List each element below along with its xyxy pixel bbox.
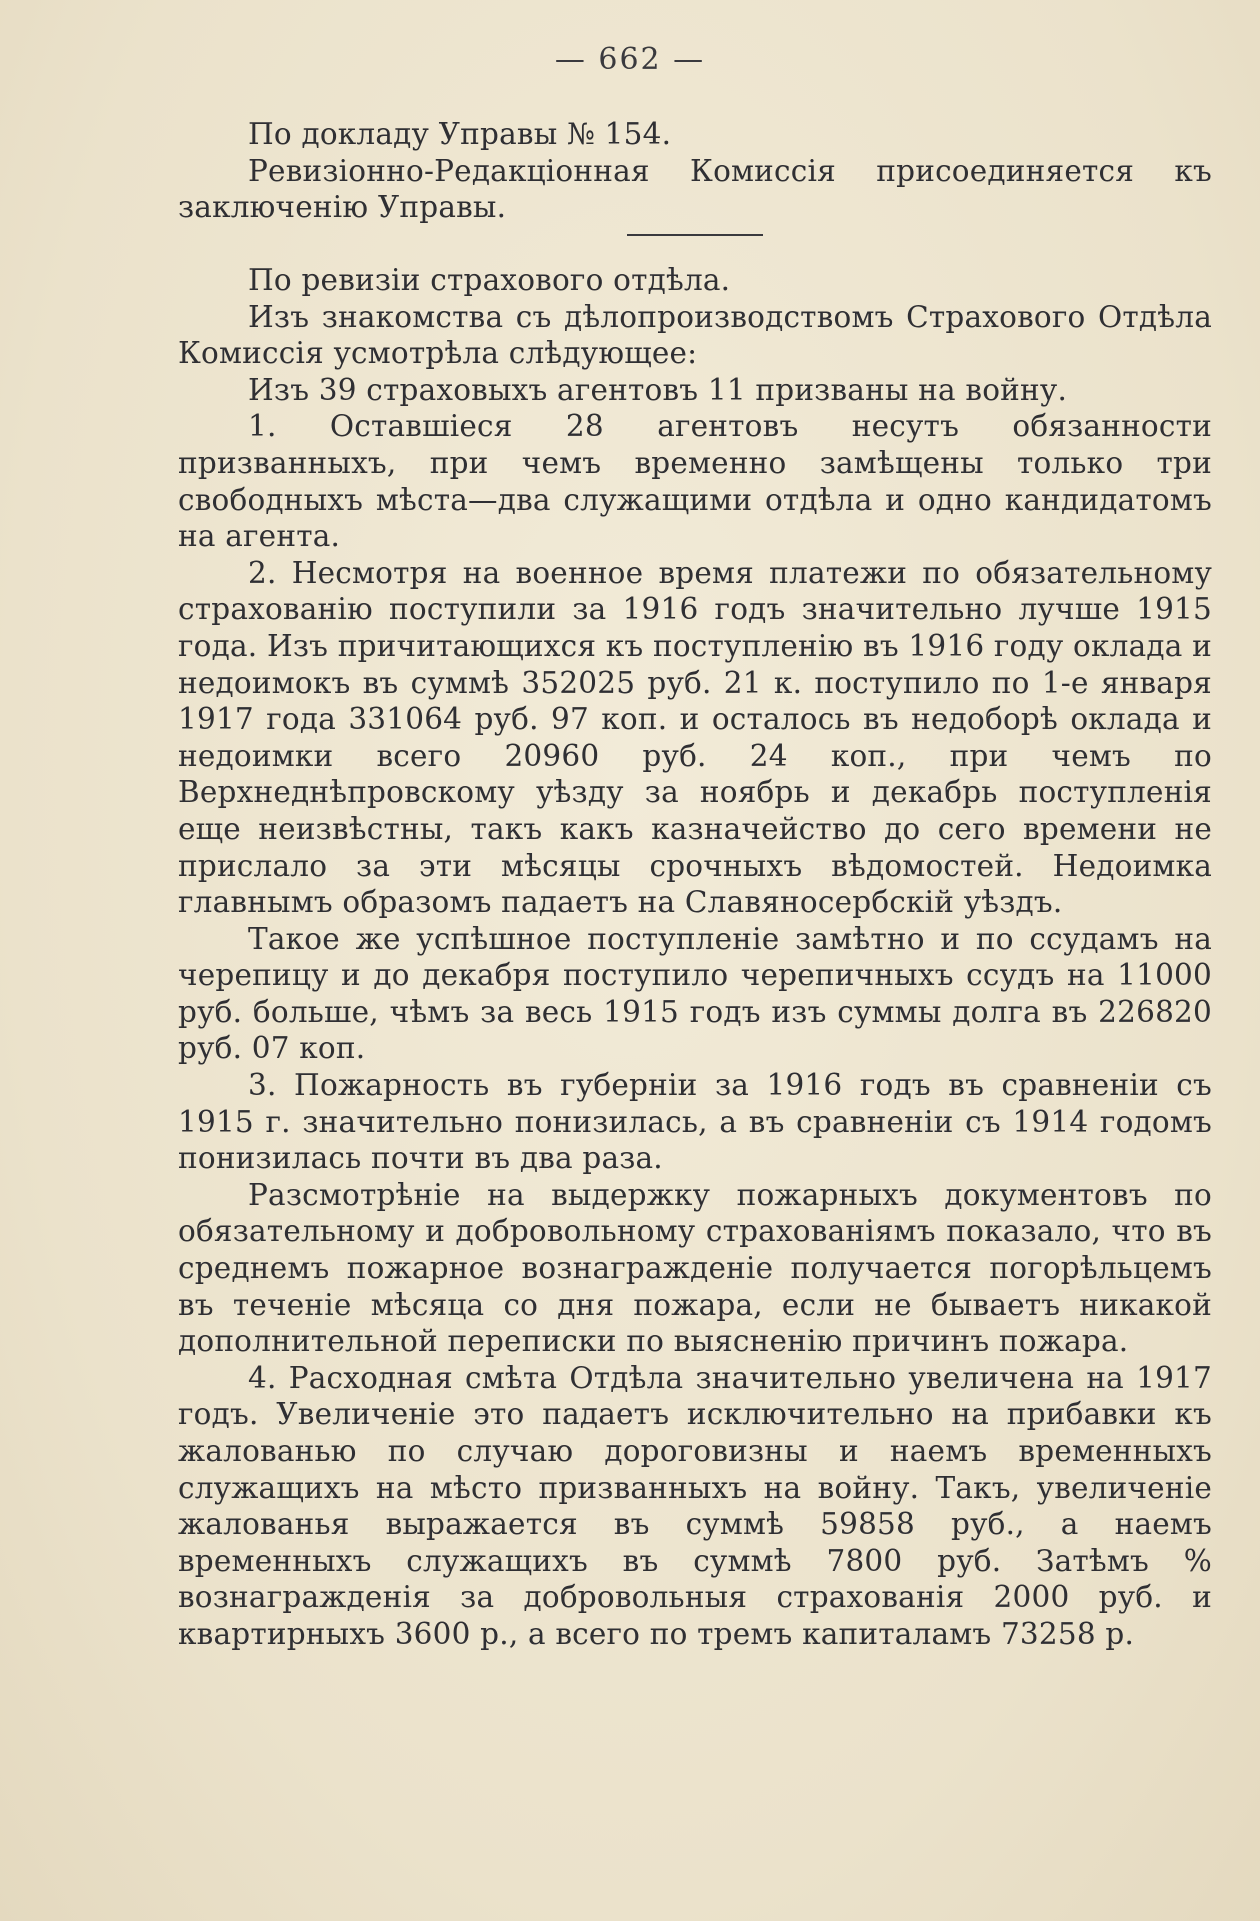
page-number: — 662 — xyxy=(554,42,706,77)
paragraph: Изъ 39 страховыхъ агентовъ 11 призваны на войну. xyxy=(248,372,1068,407)
paragraph: 3. Пожарность въ губерніи за 1916 годъ въ сравненіи съ 1915 г. значительно понизилась, а въ сравненіи съ 1914 годомъ понизилась почти въ два раза. xyxy=(178,1068,1212,1176)
section-heading: По ревизіи страхового отдѣла. xyxy=(248,263,731,297)
section-heading: По докладу Управы № 154. xyxy=(248,117,672,151)
paragraph: Ревизіонно-Редакціонная Комиссія присоединяется къ заключенію Управы. xyxy=(178,153,1212,225)
section-report-154 xyxy=(178,116,1212,226)
section-insurance-audit xyxy=(178,262,1212,1653)
paragraph: 1. Оставшіеся 28 агентовъ несутъ обязанности призванныхъ, при чемъ временно замѣщены только три свободныхъ мѣста—два служащими отдѣла и одно кандидатомъ на агента. xyxy=(178,409,1212,554)
paragraph: Разсмотрѣніе на выдержку пожарныхъ документовъ по обязательному и добровольному страхованіямъ показало, что въ среднемъ пожарное вознагражденіе получается погорѣльцемъ въ теченіе мѣсяца со дня пожара, если не бываетъ никакой дополнительной переписки по выясненію причинъ пожара. xyxy=(178,1177,1212,1359)
paragraph: Такое же успѣшное поступленіе замѣтно и по ссудамъ на черепицу и до декабря поступило черепичныхъ ссудъ на 11000 руб. больше, чѣмъ за весь 1915 годъ изъ суммы долга въ 226820 руб. 07 коп. xyxy=(178,921,1212,1066)
paragraph: 2. Несмотря на военное время платежи по обязательному страхованію поступили за 1916 годъ значительно лучше 1915 года. Изъ причитающихся къ поступленію въ 1916 году оклада и недоимокъ въ суммѣ 352025 руб. 21 к. поступило по 1-е января 1917 года 331064 руб. 97 коп. и осталось въ недоборѣ оклада и недоимки всего 20960 руб. 24 коп., при чемъ по Верхнеднѣпровскому уѣзду за ноябрь и декабрь поступленія еще неизвѣстны, такъ какъ казначейство до сего времени не прислало за эти мѣсяцы срочныхъ вѣдомостей. Недоимка главнымъ образомъ падаетъ на Славяносербскій уѣздъ. xyxy=(178,555,1212,920)
paragraph: 4. Расходная смѣта Отдѣла значительно увеличена на 1917 годъ. Увеличеніе это падаетъ исключительно на прибавки къ жалованью по случаю дороговизны и наемъ временныхъ служащихъ на мѣсто призванныхъ на войну. Такъ, увеличеніе жалованья выражается въ суммѣ 59858 руб., а наемъ временныхъ служащихъ въ суммѣ 7800 руб. Затѣмъ % вознагражденія за добровольныя страхованія 2000 руб. и квартирныхъ 3600 р., а всего по тремъ капиталамъ 73258 р. xyxy=(178,1360,1212,1651)
paragraph: Изъ знакомства съ дѣлопроизводствомъ Страхового Отдѣла Комиссія усмотрѣла слѣдующее: xyxy=(178,299,1212,371)
section-divider xyxy=(627,234,763,236)
